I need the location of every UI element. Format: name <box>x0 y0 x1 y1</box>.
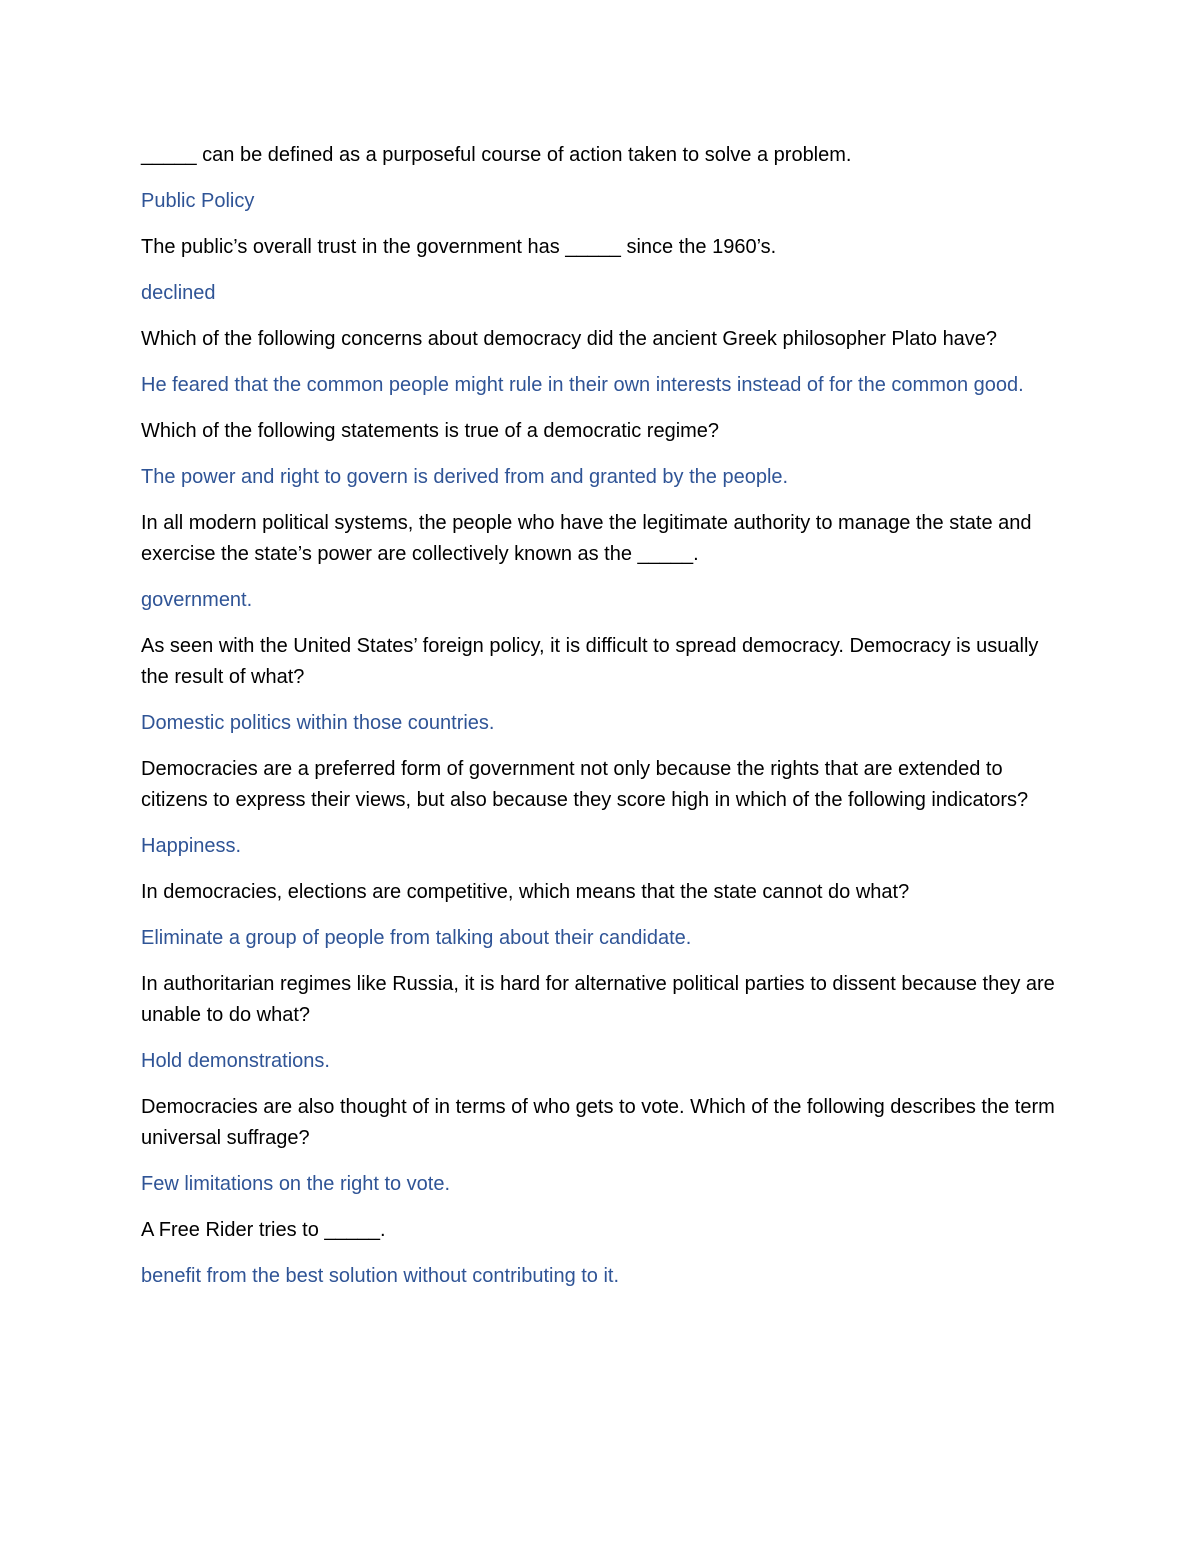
answer-8: Eliminate a group of people from talking about their candidate. <box>141 927 692 949</box>
answer-2: declined <box>141 282 216 304</box>
question-7: Democracies are a preferred form of government not only because the rights that are extended to citizens to express their views, but also because they score high in which of the following indicators? <box>141 758 1029 811</box>
question-4: Which of the following statements is true of a democratic regime? <box>141 420 720 442</box>
answer-7: Happiness. <box>141 835 242 857</box>
question-6: As seen with the United States’ foreign policy, it is difficult to spread democracy. Democracy is usually the result of what? <box>141 635 1039 688</box>
question-3: Which of the following concerns about democracy did the ancient Greek philosopher Plato have? <box>141 328 998 350</box>
answer-5: government. <box>141 589 253 611</box>
question-1: _____ can be defined as a purposeful course of action taken to solve a problem. <box>141 144 852 166</box>
answer-6: Domestic politics within those countries. <box>141 712 495 734</box>
answer-3: He feared that the common people might rule in their own interests instead of for the common good. <box>141 374 1024 396</box>
answer-9: Hold demonstrations. <box>141 1050 330 1072</box>
answer-11: benefit from the best solution without contributing to it. <box>141 1265 620 1287</box>
answer-1: Public Policy <box>141 190 255 212</box>
question-8: In democracies, elections are competitive, which means that the state cannot do what? <box>141 881 910 903</box>
answer-10: Few limitations on the right to vote. <box>141 1173 451 1195</box>
question-2: The public’s overall trust in the government has _____ since the 1960’s. <box>141 236 777 258</box>
answer-4: The power and right to govern is derived from and granted by the people. <box>141 466 789 488</box>
question-10: Democracies are also thought of in terms of who gets to vote. Which of the following describes the term universal suffrage? <box>141 1096 1055 1149</box>
question-11: A Free Rider tries to _____. <box>141 1219 386 1241</box>
question-9: In authoritarian regimes like Russia, it is hard for alternative political parties to dissent because they are unable to do what? <box>141 973 1055 1026</box>
document-body <box>141 140 1066 1307</box>
question-5: In all modern political systems, the people who have the legitimate authority to manage the state and exercise the state’s power are collectively known as the _____. <box>141 512 1032 565</box>
